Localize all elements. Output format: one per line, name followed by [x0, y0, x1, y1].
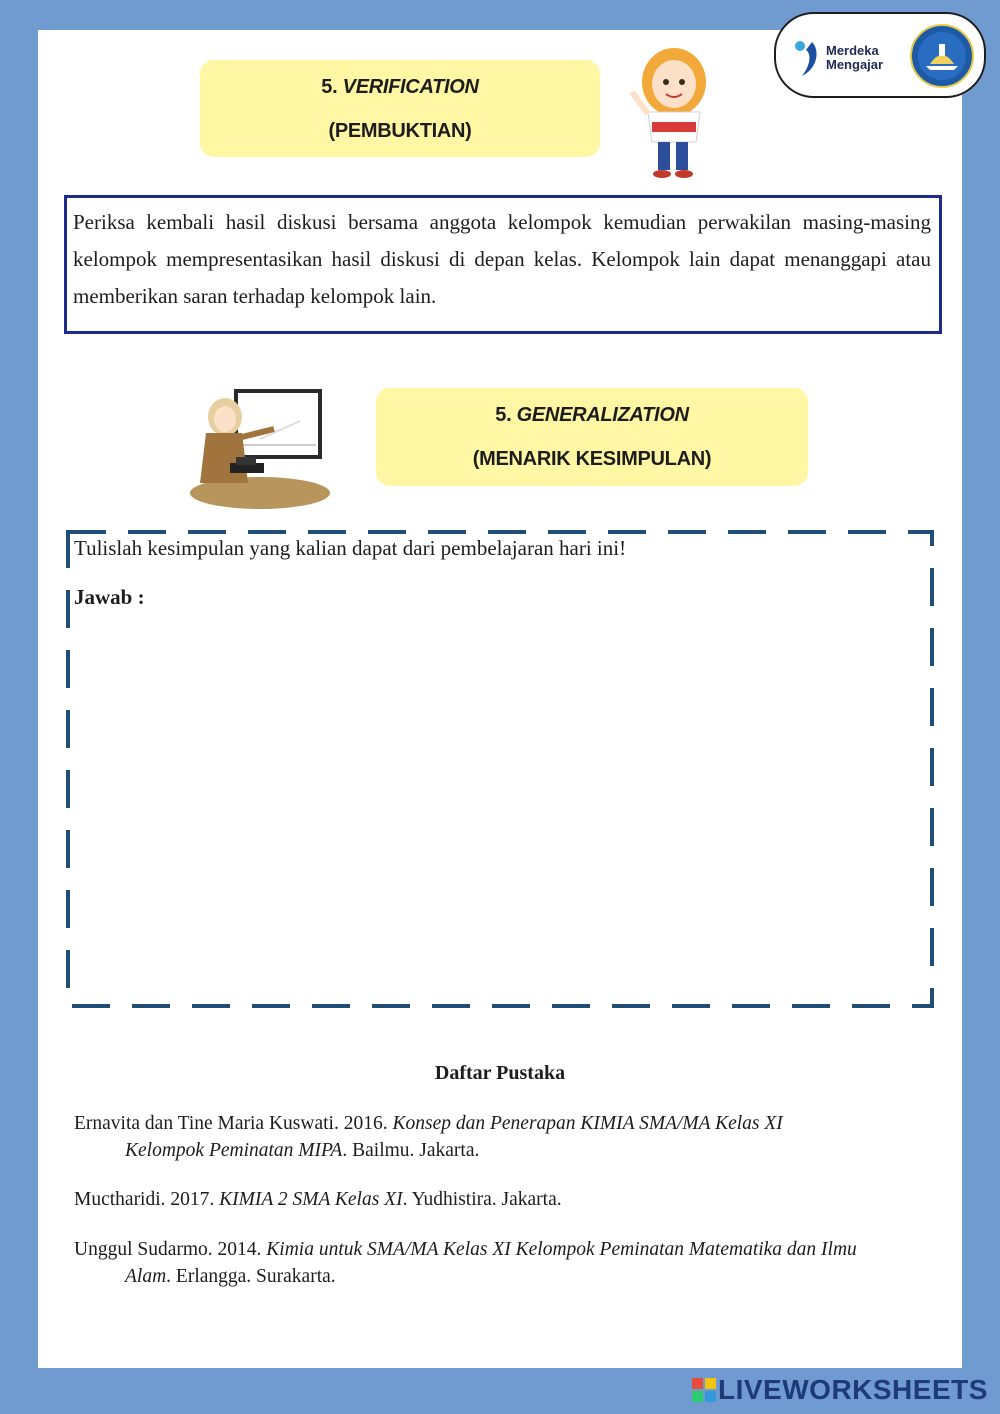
dashed-border: [66, 530, 934, 1008]
reference-author: Ernavita dan Tine Maria Kuswati. 2016.: [74, 1113, 393, 1134]
reference-item: [74, 1236, 926, 1290]
mengajar-text: Mengajar: [826, 57, 884, 72]
generalization-title-text: GENERALIZATION: [516, 404, 689, 426]
verification-number: 5.: [321, 76, 338, 98]
answer-label: Jawab :: [74, 585, 145, 609]
logo-box: [774, 12, 986, 98]
reference-title: Konsep dan Penerapan KIMIA SMA/MA Kelas XI: [392, 1113, 783, 1134]
merdeka-text: Merdeka: [826, 43, 879, 58]
reference-author: Muctharidi. 2017.: [74, 1189, 220, 1210]
generalization-heading: [376, 388, 808, 486]
reference-title-cont: Alam: [125, 1266, 167, 1287]
answer-box[interactable]: [66, 530, 934, 1008]
liveworksheets-text: LIVEWORKSHEETS: [718, 1374, 988, 1405]
reference-title: KIMIA 2 SMA Kelas XI: [219, 1189, 403, 1210]
teacher-illustration: [190, 385, 350, 510]
reference-item: [74, 1110, 926, 1164]
conclusion-prompt: Tulislah kesimpulan yang kalian dapat dari pembelajaran hari ini!: [74, 536, 627, 560]
reference-publisher: . Yudhistira. Jakarta.: [402, 1189, 562, 1210]
reference-publisher: . Bailmu. Jakarta.: [342, 1140, 480, 1161]
verification-instruction-text: Periksa kembali hasil diskusi bersama anggota kelompok kemudian perwakilan masing-masing kelompok mempresentasikan hasil diskusi di depan kelas. Kelompok lain dapat menanggapi atau memberikan saran terhadap kelompok lain.: [73, 210, 931, 308]
verification-instruction-box: [64, 195, 942, 334]
tut-wuri-handayani-icon: [910, 24, 974, 88]
references-title: Daftar Pustaka: [434, 1062, 566, 1084]
generalization-number: 5.: [495, 404, 512, 426]
girl-illustration: [618, 42, 728, 182]
reference-item: [74, 1186, 926, 1213]
verification-title: [200, 76, 600, 99]
reference-title-cont: Kelompok Peminatan MIPA: [125, 1140, 343, 1161]
reference-author: Unggul Sudarmo. 2014.: [74, 1239, 267, 1260]
verification-heading: [200, 60, 600, 157]
verification-title-text: VERIFICATION: [342, 76, 479, 98]
reference-publisher: . Erlangga. Surakarta.: [166, 1266, 336, 1287]
generalization-title: [376, 404, 808, 427]
merdeka-mengajar-icon: [790, 38, 824, 78]
generalization-subtitle: (MENARIK KESIMPULAN): [472, 448, 712, 470]
liveworksheets-icon: [692, 1378, 716, 1402]
reference-title: Kimia untuk SMA/MA Kelas XI Kelompok Peminatan Matematika dan Ilmu: [266, 1239, 857, 1260]
liveworksheets-logo: [692, 1374, 988, 1406]
merdeka-mengajar-logo-text: [826, 44, 883, 72]
verification-subtitle: (PEMBUKTIAN): [328, 120, 472, 142]
